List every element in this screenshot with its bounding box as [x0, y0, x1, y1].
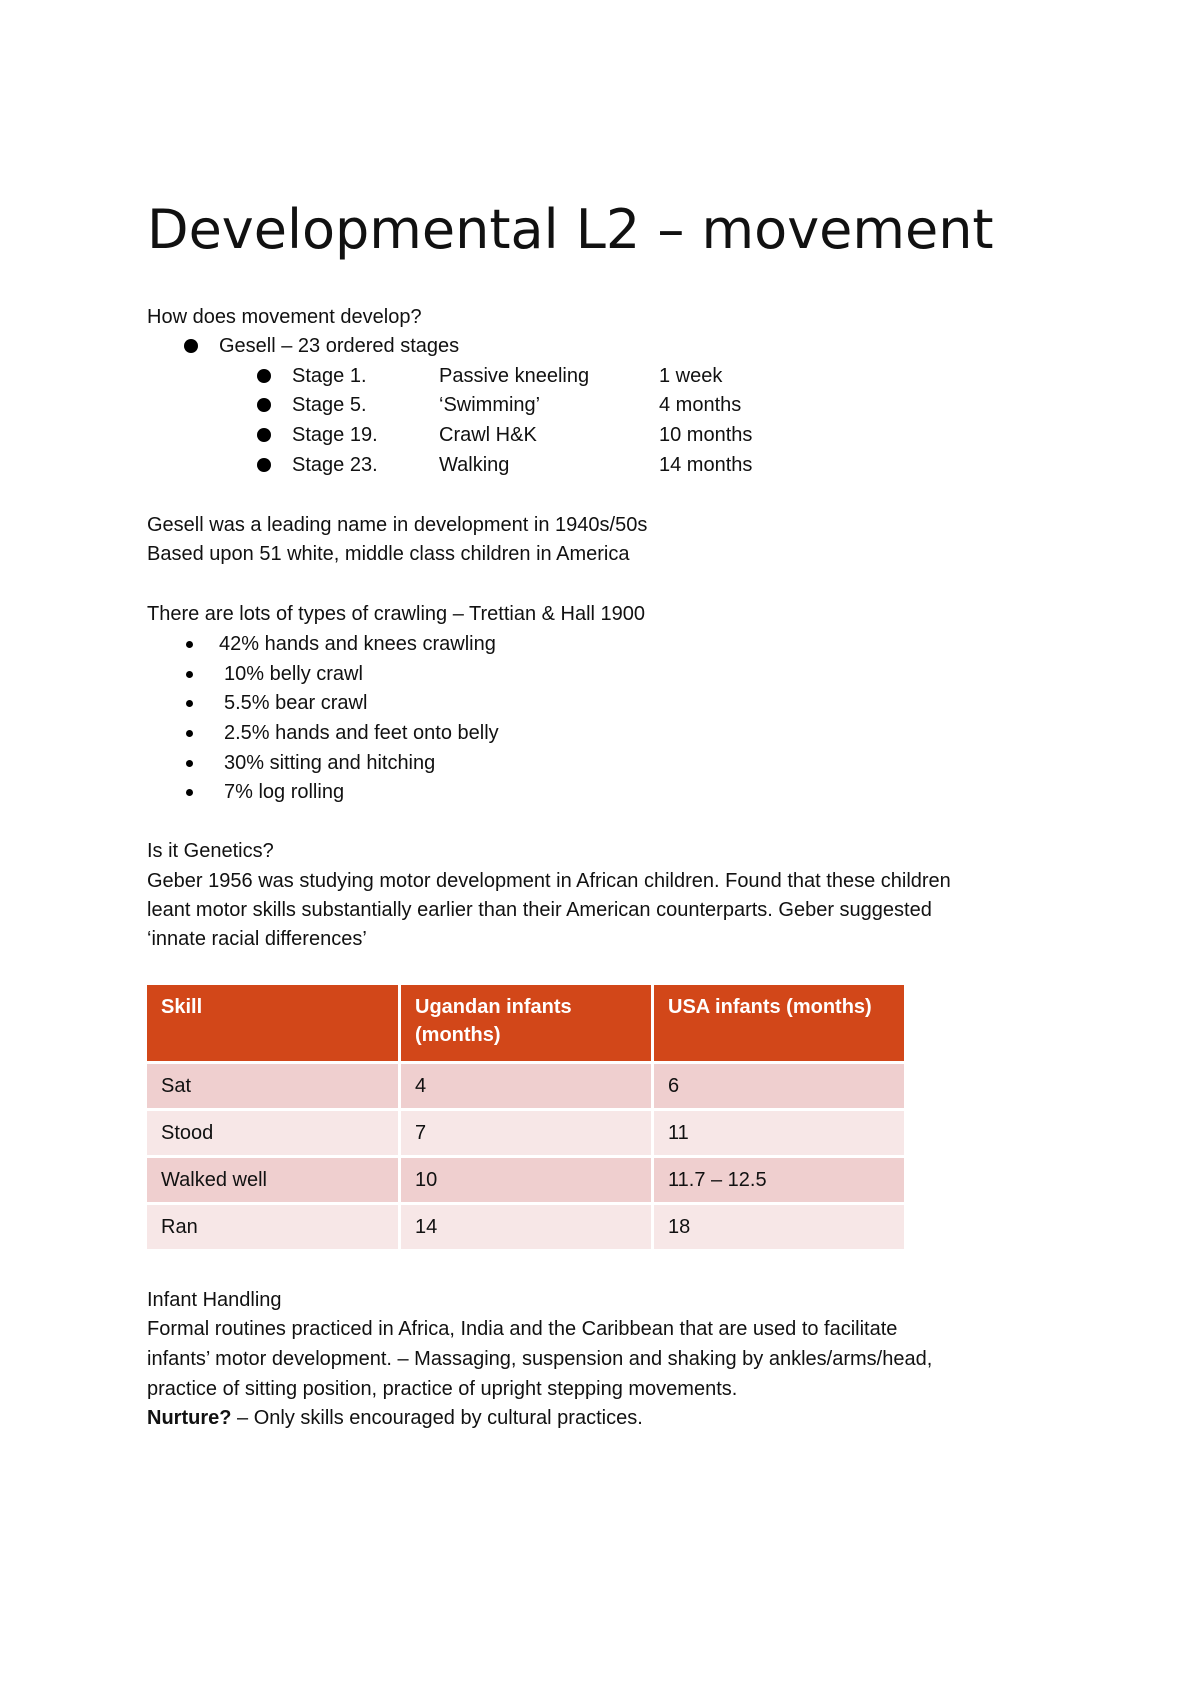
table-cell: 11 [654, 1111, 904, 1155]
bullet-icon [186, 760, 193, 767]
stage-row [0, 363, 900, 389]
table-row [147, 1158, 904, 1202]
crawling-item: 10% belly crawl [224, 663, 363, 685]
bullet-icon [257, 458, 271, 472]
page-title: Developmental L2 – movement [147, 198, 994, 261]
table-row [147, 1064, 904, 1108]
handling-text: Formal routines practiced in Africa, India and the Caribbean that are used to facilitate [147, 1318, 898, 1340]
gesell-note: Based upon 51 white, middle class children in America [147, 543, 630, 565]
bullet-icon [257, 369, 271, 383]
table-header-cell: USA infants (months) [654, 985, 904, 1061]
table-cell: 6 [654, 1064, 904, 1108]
stage-behaviour: Crawl H&K [439, 424, 537, 446]
movement-question: How does movement develop? [147, 306, 422, 328]
table-header-cell: Ugandan infants (months) [401, 985, 651, 1061]
bullet-icon [186, 700, 193, 707]
stage-behaviour: Passive kneeling [439, 365, 590, 387]
stage-age: 14 months [659, 454, 753, 476]
bullet-icon [184, 339, 198, 353]
table-cell: 7 [401, 1111, 651, 1155]
crawling-item: 5.5% bear crawl [224, 692, 368, 714]
nurture-line [147, 1405, 643, 1431]
crawling-item: 7% log rolling [224, 781, 345, 803]
genetics-text: leant motor skills substantially earlier than their American counterparts. Geber suggested [147, 899, 932, 921]
genetics-text: ‘innate racial differences’ [147, 928, 367, 950]
table-header-cell: Skill [147, 985, 398, 1061]
gesell-note: Gesell was a leading name in development in 1940s/50s [147, 514, 648, 536]
stage-age: 10 months [659, 424, 753, 446]
bullet-icon [186, 671, 193, 678]
stage-row [0, 452, 900, 478]
table-cell: 14 [401, 1205, 651, 1249]
crawling-item: 42% hands and knees crawling [219, 633, 496, 655]
crawling-item: 30% sitting and hitching [224, 752, 436, 774]
nurture-text: – Only skills encouraged by cultural practices. [231, 1407, 643, 1429]
stage-behaviour: Walking [439, 454, 510, 476]
stage-number: Stage 5. [292, 394, 367, 416]
bullet-icon [186, 789, 193, 796]
bullet-icon [186, 730, 193, 737]
table-cell: 18 [654, 1205, 904, 1249]
genetics-heading: Is it Genetics? [147, 840, 274, 862]
stage-number: Stage 1. [292, 365, 367, 387]
bullet-icon [186, 641, 193, 648]
table-header-row [147, 985, 904, 1061]
handling-text: infants’ motor development. – Massaging, suspension and shaking by ankles/arms/head, [147, 1348, 933, 1370]
table-cell: 4 [401, 1064, 651, 1108]
genetics-text: Geber 1956 was studying motor development in African children. Found that these children [147, 870, 951, 892]
gesell-item: Gesell – 23 ordered stages [219, 335, 460, 357]
table-cell: Stood [147, 1111, 398, 1155]
table-cell: Sat [147, 1064, 398, 1108]
stage-row [0, 422, 900, 448]
handling-heading: Infant Handling [147, 1289, 282, 1311]
stage-age: 1 week [659, 365, 723, 387]
crawling-item: 2.5% hands and feet onto belly [224, 722, 499, 744]
crawling-heading: There are lots of types of crawling – Trettian & Hall 1900 [147, 603, 646, 625]
stage-row [0, 392, 900, 418]
bullet-icon [257, 398, 271, 412]
infant-skills-table [144, 982, 907, 1252]
table-row [147, 1111, 904, 1155]
table-cell: 10 [401, 1158, 651, 1202]
table-row [147, 1205, 904, 1249]
nurture-label: Nurture? [147, 1407, 232, 1429]
table-cell: Ran [147, 1205, 398, 1249]
stage-number: Stage 23. [292, 454, 378, 476]
stage-number: Stage 19. [292, 424, 378, 446]
table-cell: Walked well [147, 1158, 398, 1202]
handling-text: practice of sitting position, practice of upright stepping movements. [147, 1378, 738, 1400]
bullet-icon [257, 428, 271, 442]
stage-age: 4 months [659, 394, 742, 416]
stage-behaviour: ‘Swimming’ [439, 394, 541, 416]
table-cell: 11.7 – 12.5 [654, 1158, 904, 1202]
